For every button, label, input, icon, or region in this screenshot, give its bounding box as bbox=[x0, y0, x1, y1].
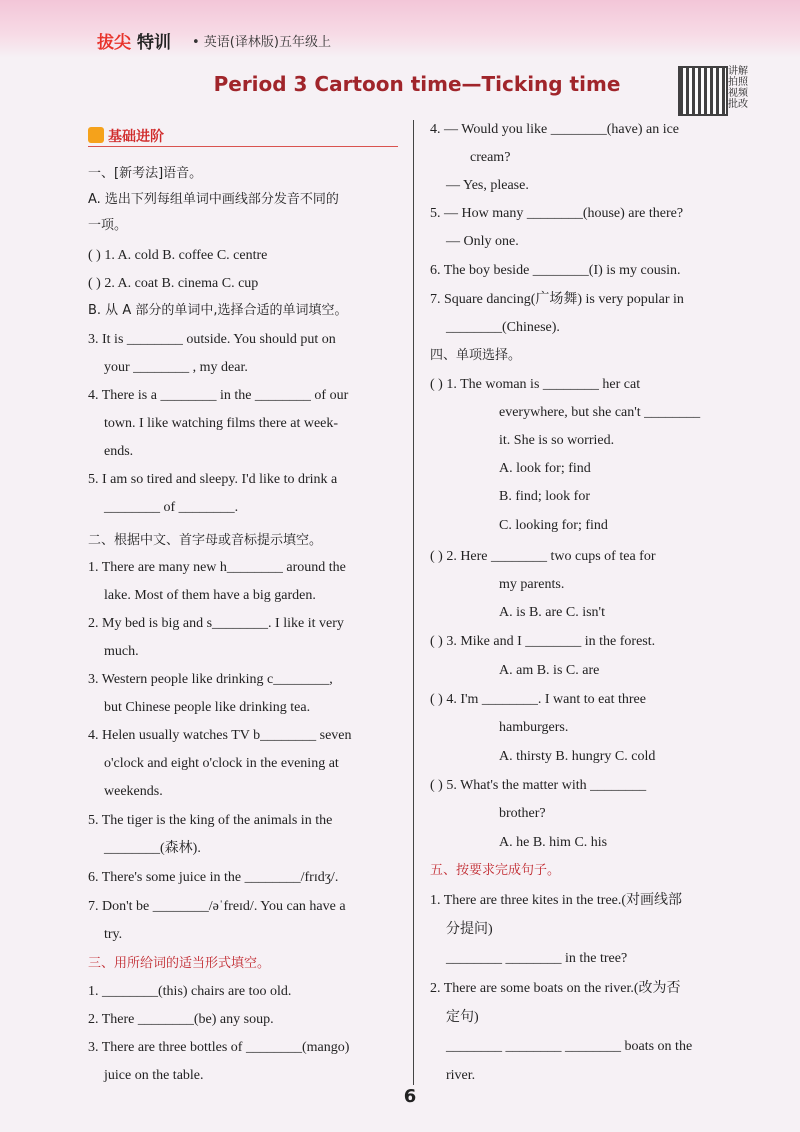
text-line: ( ) 2. Here ________ two cups of tea for bbox=[430, 549, 656, 564]
text-line: 1. There are many new h________ around the bbox=[88, 560, 346, 575]
text-line: 2. My bed is big and s________. I like it very bbox=[88, 616, 344, 631]
text-line: 3. There are three bottles of ________(mango) bbox=[88, 1040, 350, 1055]
text-line: 2. There ________(be) any soup. bbox=[88, 1012, 274, 1027]
text-line: weekends. bbox=[104, 784, 163, 799]
text-line: juice on the table. bbox=[104, 1068, 204, 1083]
text-line: 五、按要求完成句子。 bbox=[430, 863, 561, 878]
text-line: 6. The boy beside ________(I) is my cousin. bbox=[430, 263, 681, 278]
text-line: 5. The tiger is the king of the animals in the bbox=[88, 813, 333, 828]
text-line: 3. Western people like drinking c________, bbox=[88, 672, 333, 687]
text-line: ________(Chinese). bbox=[446, 320, 560, 335]
qr-label: 讲解 拍照 视频 批改 bbox=[728, 66, 748, 110]
text-line: 定句) bbox=[446, 1010, 479, 1025]
text-line: everywhere, but she can't ________ bbox=[499, 405, 701, 420]
text-line: town. I like watching films there at week- bbox=[104, 416, 339, 431]
text-line: 四、单项选择。 bbox=[430, 348, 522, 363]
text-line: 5. — How many ________(house) are there? bbox=[430, 206, 684, 221]
text-line: B. find; look for bbox=[499, 489, 590, 504]
section-divider bbox=[88, 146, 398, 147]
pencil-icon bbox=[88, 127, 104, 143]
text-line: o'clock and eight o'clock in the evening at bbox=[104, 756, 339, 771]
column-divider bbox=[413, 120, 414, 1085]
text-line: ________ of ________. bbox=[104, 500, 239, 515]
text-line: A. thirsty B. hungry C. cold bbox=[499, 749, 656, 764]
text-line: 4. Helen usually watches TV b________ seven bbox=[88, 728, 352, 743]
brand-logo: 拔尖 bbox=[97, 33, 131, 53]
text-line: ( ) 4. I'm ________. I want to eat three bbox=[430, 692, 646, 707]
text-line: ________ ________ in the tree? bbox=[446, 951, 628, 966]
qr-code-icon bbox=[678, 66, 728, 116]
text-line: 3. It is ________ outside. You should put on bbox=[88, 332, 336, 347]
text-line: 二、根据中文、首字母或音标提示填空。 bbox=[88, 533, 323, 548]
text-line: 2. There are some boats on the river.(改为否 bbox=[430, 981, 681, 996]
text-line: 5. I am so tired and sleepy. I'd like to drink a bbox=[88, 472, 338, 487]
text-line: — Yes, please. bbox=[446, 178, 529, 193]
text-line: ( ) 2. A. coat B. cinema C. cup bbox=[88, 276, 259, 291]
text-line: A. he B. him C. his bbox=[499, 835, 608, 850]
text-line: — Only one. bbox=[446, 234, 519, 249]
text-line: ________(森林). bbox=[104, 841, 201, 856]
book-subtitle: • 英语(译林版)五年级上 bbox=[192, 35, 331, 50]
page-number: 6 bbox=[403, 1086, 417, 1107]
text-line: river. bbox=[446, 1068, 476, 1083]
text-line: try. bbox=[104, 927, 123, 942]
text-line: 三、用所给词的适当形式填空。 bbox=[88, 956, 271, 971]
text-line: ( ) 1. A. cold B. coffee C. centre bbox=[88, 248, 268, 263]
text-line: 一、[新考法]语音。 bbox=[88, 166, 203, 181]
text-line: ends. bbox=[104, 444, 134, 459]
text-line: A. is B. are C. isn't bbox=[499, 605, 605, 620]
text-line: 4. — Would you like ________(have) an ice bbox=[430, 122, 680, 137]
page-title: Period 3 Cartoon time—Ticking time bbox=[213, 72, 621, 96]
text-line: ( ) 3. Mike and I ________ in the forest. bbox=[430, 634, 656, 649]
text-line: it. She is so worried. bbox=[499, 433, 615, 448]
text-line: B. 从 A 部分的单词中,选择合适的单词填空。 bbox=[88, 303, 348, 318]
text-line: 1. There are three kites in the tree.(对画线部 bbox=[430, 893, 683, 908]
text-line: but Chinese people like drinking tea. bbox=[104, 700, 311, 715]
text-line: 6. There's some juice in the ________/frɪdʒ/. bbox=[88, 870, 339, 885]
text-line: 7. Square dancing(广场舞) is very popular in bbox=[430, 292, 684, 307]
text-line: 一项。 bbox=[88, 218, 128, 233]
text-line: C. looking for; find bbox=[499, 518, 608, 533]
text-line: brother? bbox=[499, 806, 546, 821]
section-tag-label: 基础进阶 bbox=[108, 129, 164, 145]
text-line: A. look for; find bbox=[499, 461, 591, 476]
text-line: ________ ________ ________ boats on the bbox=[446, 1039, 693, 1054]
text-line: cream? bbox=[470, 150, 511, 165]
section-tag bbox=[88, 126, 164, 146]
text-line: 4. There is a ________ in the ________ of our bbox=[88, 388, 349, 403]
text-line: 1. ________(this) chairs are too old. bbox=[88, 984, 292, 999]
text-line: 7. Don't be ________/əˈfreɪd/. You can have a bbox=[88, 899, 346, 914]
page-header bbox=[0, 0, 800, 58]
text-line: lake. Most of them have a big garden. bbox=[104, 588, 316, 603]
text-line: your ________ , my dear. bbox=[104, 360, 248, 375]
text-line: ( ) 5. What's the matter with ________ bbox=[430, 778, 647, 793]
brand-logo-suffix: 特训 bbox=[137, 33, 171, 53]
text-line: hamburgers. bbox=[499, 720, 569, 735]
text-line: my parents. bbox=[499, 577, 565, 592]
text-line: much. bbox=[104, 644, 139, 659]
text-line: A. 选出下列每组单词中画线部分发音不同的 bbox=[88, 192, 339, 207]
text-line: 分提问) bbox=[446, 922, 493, 937]
text-line: ( ) 1. The woman is ________ her cat bbox=[430, 377, 641, 392]
text-line: A. am B. is C. are bbox=[499, 663, 600, 678]
